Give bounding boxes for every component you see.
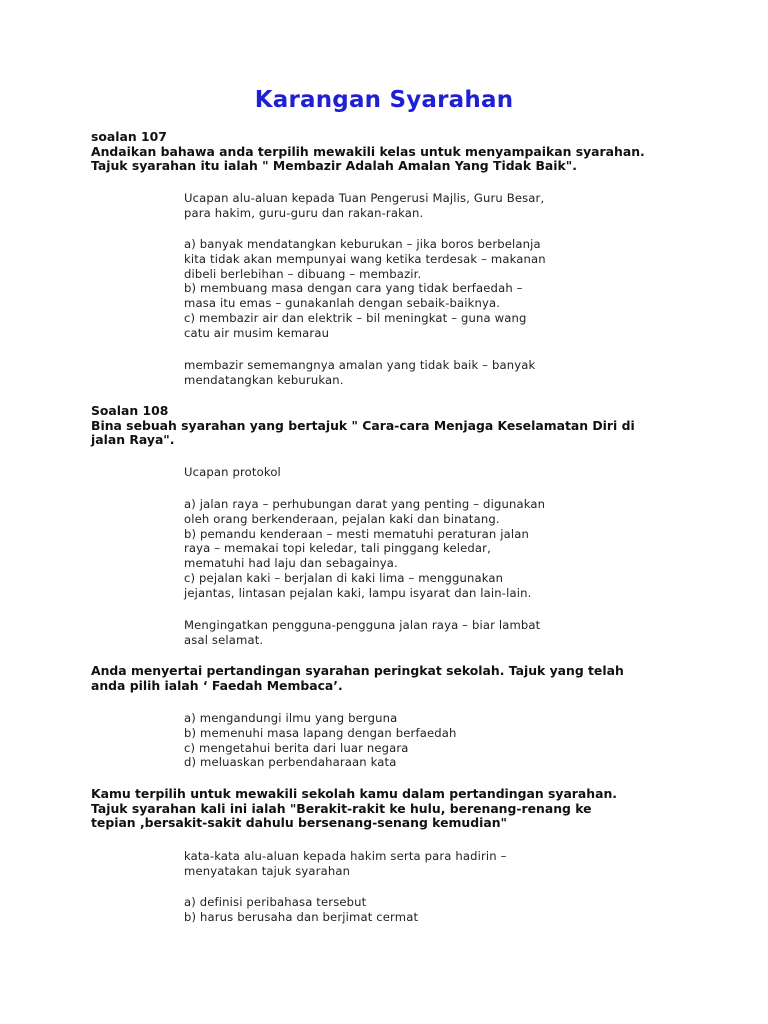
point-line: c) pejalan kaki – berjalan di kaki lima – menggunakan xyxy=(184,570,504,585)
point-line: masa itu emas – gunakanlah dengan sebaik-baiknya. xyxy=(184,296,501,311)
document-title: Karangan Syarahan xyxy=(254,87,514,113)
intro-line: menyatakan tajuk syarahan xyxy=(184,863,351,878)
question-108-intro xyxy=(184,465,604,480)
question-108-points xyxy=(184,497,604,601)
intro-line: Ucapan alu-aluan kepada Tuan Pengerusi Majlis, Guru Besar, xyxy=(184,191,545,205)
point-line: dibeli berlebihan – dibuang – membazir. xyxy=(184,266,422,281)
point-line: c) membazir air dan elektrik – bil meningkat – guna wang xyxy=(184,310,527,325)
point-line: b) memenuhi masa lapang dengan berfaedah xyxy=(184,725,457,740)
point-line: raya – memakai topi keledar, tali pinggang keledar, xyxy=(184,541,491,556)
question-text-line: Tajuk syarahan kali ini ialah "Berakit-rakit ke hulu, berenang-renang ke xyxy=(91,800,592,816)
point-line: kita tidak akan mempunyai wang ketika terdesak – makanan xyxy=(184,251,546,266)
question-108-heading xyxy=(91,404,691,448)
question-107-intro xyxy=(184,191,604,221)
question-text-line: Anda menyertai pertandingan syarahan peringkat sekolah. Tajuk yang telah xyxy=(91,663,624,678)
question-text-line: tepian ,bersakit-sakit dahulu bersenang-senang kemudian" xyxy=(91,815,507,830)
question-107-heading xyxy=(91,130,691,174)
point-line: d) meluaskan perbendaharaan kata xyxy=(184,755,397,770)
question-text-line: jalan Raya". xyxy=(91,432,175,447)
conclusion-line: asal selamat. xyxy=(184,632,264,647)
point-line: a) banyak mendatangkan keburukan – jika boros berbelanja xyxy=(184,237,541,251)
point-line: mematuhi had laju dan sebagainya. xyxy=(184,556,398,571)
question-text-line: Tajuk syarahan itu ialah " Membazir Adalah Amalan Yang Tidak Baik". xyxy=(91,158,577,173)
question-label: Soalan 108 xyxy=(91,403,169,418)
question-108-conclusion xyxy=(184,618,604,648)
point-line: catu air musim kemarau xyxy=(184,325,330,340)
point-line: c) mengetahui berita dari luar negara xyxy=(184,740,409,755)
point-line: b) membuang masa dengan cara yang tidak berfaedah – xyxy=(184,281,523,296)
conclusion-line: mendatangkan keburukan. xyxy=(184,372,344,387)
question-label: soalan 107 xyxy=(91,129,167,144)
question-107-conclusion xyxy=(184,358,604,388)
intro-line: para hakim, guru-guru dan rakan-rakan. xyxy=(184,205,424,220)
question-text-line: Bina sebuah syarahan yang bertajuk " Cara-cara Menjaga Keselamatan Diri di xyxy=(91,417,635,433)
question-text-line: Andaikan bahawa anda terpilih mewakili kelas untuk menyampaikan syarahan. xyxy=(91,143,645,159)
point-line: oleh orang berkenderaan, pejalan kaki dan binatang. xyxy=(184,511,500,526)
intro-line: Ucapan protokol xyxy=(184,465,281,479)
point-line: a) definisi peribahasa tersebut xyxy=(184,895,367,909)
point-line: jejantas, lintasan pejalan kaki, lampu isyarat dan lain-lain. xyxy=(184,585,532,600)
question-berakit-heading xyxy=(91,787,691,831)
question-107-points xyxy=(184,237,604,341)
question-faedah-membaca-points xyxy=(184,711,604,770)
point-line: b) pemandu kenderaan – mesti mematuhi peraturan jalan xyxy=(184,526,529,541)
question-faedah-membaca-heading xyxy=(91,664,691,693)
question-berakit-intro xyxy=(184,849,604,879)
point-line: a) jalan raya – perhubungan darat yang penting – digunakan xyxy=(184,497,546,511)
question-berakit-points xyxy=(184,895,604,925)
conclusion-line: membazir sememangnya amalan yang tidak baik – banyak xyxy=(184,358,536,372)
question-text-line: Kamu terpilih untuk mewakili sekolah kamu dalam pertandingan syarahan. xyxy=(91,786,617,801)
conclusion-line: Mengingatkan pengguna-pengguna jalan raya – biar lambat xyxy=(184,618,541,632)
point-line: b) harus berusaha dan berjimat cermat xyxy=(184,909,419,924)
question-text-line: anda pilih ialah ‘ Faedah Membaca’. xyxy=(91,677,343,693)
intro-line: kata-kata alu-aluan kepada hakim serta para hadirin – xyxy=(184,849,507,863)
point-line: a) mengandungi ilmu yang berguna xyxy=(184,711,398,725)
